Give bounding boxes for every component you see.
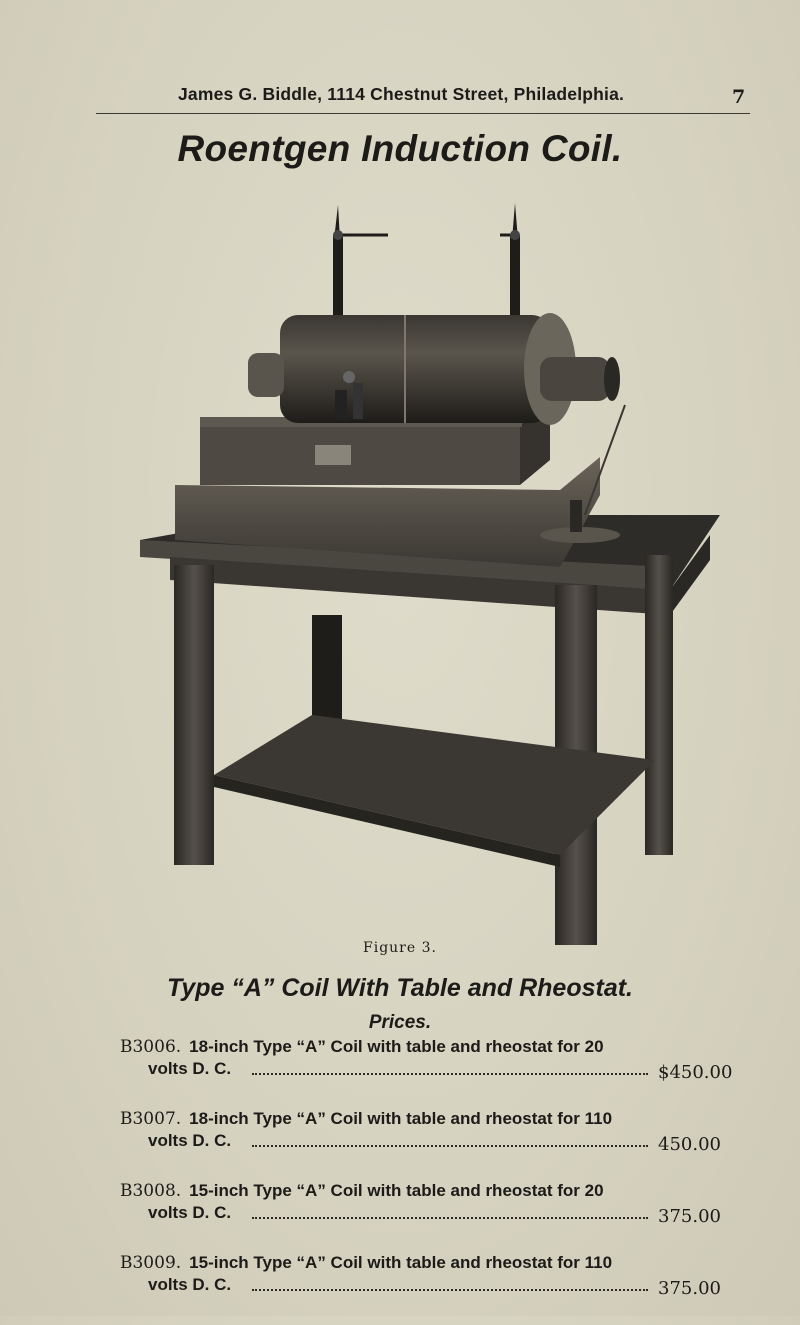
running-head [0, 80, 800, 110]
dot-leader [252, 1289, 648, 1291]
item-description: 15-inch Type “A” Coil with table and rheostat for 20 [189, 1181, 604, 1200]
page-title: Roentgen Induction Coil. [177, 128, 623, 169]
header-rule [96, 113, 750, 114]
item-description-cont: volts D. C. [148, 1275, 232, 1294]
item-description-cont: volts D. C. [148, 1131, 232, 1150]
item-description: 18-inch Type “A” Coil with table and rheostat for 110 [189, 1109, 613, 1128]
page-number: 7 [732, 86, 746, 108]
item-price: $450.00 [658, 1062, 733, 1083]
dot-leader [252, 1145, 648, 1147]
price-list-item [0, 1181, 800, 1253]
item-code: B3006. [120, 1037, 182, 1057]
item-description-cont: volts D. C. [148, 1059, 232, 1078]
item-code: B3008. [120, 1181, 182, 1201]
item-price: 450.00 [658, 1134, 721, 1155]
item-description: 18-inch Type “A” Coil with table and rheostat for 20 [189, 1037, 604, 1056]
section-subtitle: Type “A” Coil With Table and Rheostat. [166, 974, 633, 1002]
figure-caption: Figure 3. [363, 940, 437, 956]
item-description: 15-inch Type “A” Coil with table and rheostat for 110 [189, 1253, 613, 1272]
item-description-cont: volts D. C. [148, 1203, 232, 1222]
price-list [0, 1037, 800, 1325]
induction-coil-figure [130, 195, 730, 945]
dot-leader [252, 1217, 648, 1219]
item-price: 375.00 [658, 1278, 721, 1299]
running-head-text: James G. Biddle, 1114 Chestnut Street, Philadelphia. [178, 84, 625, 104]
dot-leader [252, 1073, 648, 1075]
induction-coil-on-table-illustration [130, 195, 730, 945]
item-code: B3009. [120, 1253, 182, 1273]
price-list-item [0, 1109, 800, 1181]
prices-heading: Prices. [368, 1012, 432, 1033]
item-code: B3007. [120, 1109, 182, 1129]
price-list-item [0, 1253, 800, 1325]
price-list-item [0, 1037, 800, 1109]
item-price: 375.00 [658, 1206, 721, 1227]
